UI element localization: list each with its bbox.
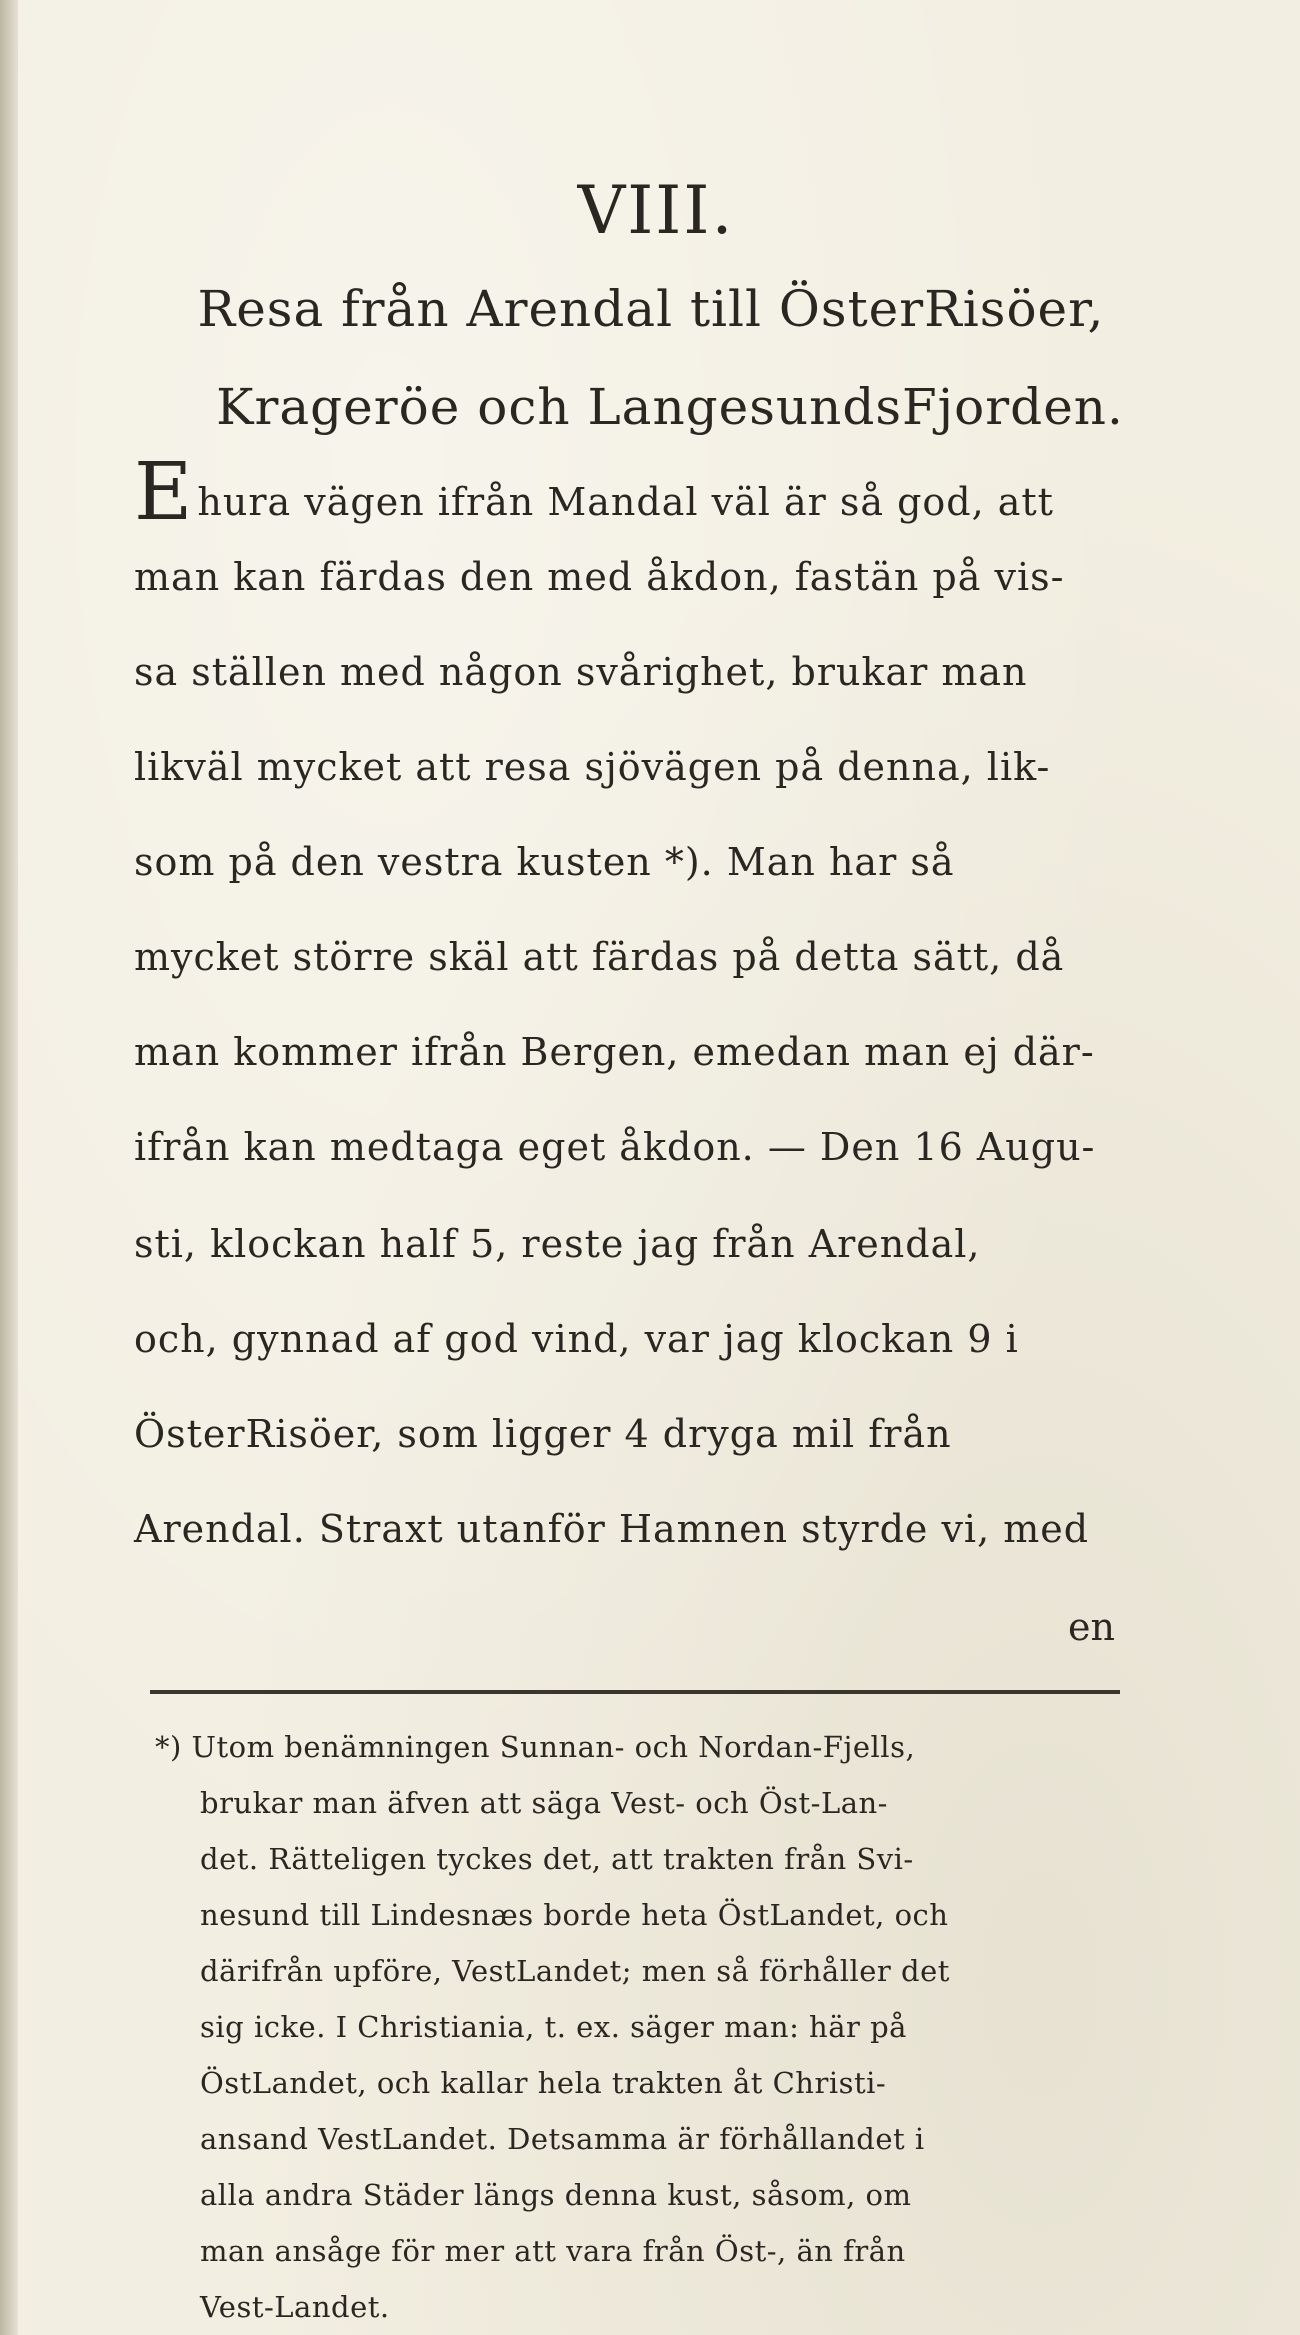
body-line-6: mycket större skäl att färdas på detta sätt, då — [134, 935, 1065, 979]
footnote-line-9: alla andra Städer längs denna kust, såsom, om — [200, 2178, 912, 2212]
footnote-line-10: man ansåge för mer att vara från Öst-, än från — [200, 2234, 906, 2268]
body-line-1 — [134, 445, 1134, 538]
body-line-1-text: hura vägen ifrån Mandal väl är så god, att — [197, 480, 1054, 524]
footnote-line-5: därifrån upföre, VestLandet; men så förhåller det — [200, 1954, 950, 1988]
footnote-line-11: Vest-Landet. — [200, 2290, 390, 2324]
page-spine-shadow — [0, 0, 18, 2335]
catchword: en — [1068, 1605, 1115, 1649]
footnote-rule — [150, 1690, 1120, 1694]
body-line-9: sti, klockan half 5, reste jag från Arendal, — [134, 1222, 981, 1266]
body-line-10: och, gynnad af god vind, var jag klockan 9 i — [134, 1317, 1019, 1361]
body-line-11: ÖsterRisöer, som ligger 4 dryga mil från — [134, 1412, 952, 1456]
body-line-4: likväl mycket att resa sjövägen på denna, lik- — [134, 745, 1051, 789]
body-line-5: som på den vestra kusten *). Man har så — [134, 840, 955, 884]
chapter-title-line-2: Krageröe och LangesundsFjorden. — [216, 378, 1124, 436]
drop-cap: E — [134, 445, 194, 538]
body-line-2: man kan färdas den med åkdon, fastän på vis- — [134, 555, 1065, 599]
body-line-12: Arendal. Straxt utanför Hamnen styrde vi, med — [134, 1507, 1090, 1551]
footnote-line-2: brukar man äfven att säga Vest- och Öst-Lan- — [200, 1786, 888, 1820]
chapter-title-line-1: Resa från Arendal till ÖsterRisöer, — [197, 280, 1105, 338]
body-line-8: ifrån kan medtaga eget åkdon. — Den 16 Augu- — [134, 1125, 1096, 1169]
body-line-3: sa ställen med någon svårighet, brukar man — [134, 650, 1028, 694]
footnote-line-8: ansand VestLandet. Detsamma är förhållandet i — [200, 2122, 925, 2156]
body-line-7: man kommer ifrån Bergen, emedan man ej där- — [134, 1030, 1095, 1074]
footnote-line-3: det. Rätteligen tyckes det, att trakten från Svi- — [200, 1842, 914, 1876]
chapter-number: VIII. — [577, 172, 735, 249]
footnote-line-4: nesund till Lindesnæs borde heta ÖstLandet, och — [200, 1898, 949, 1932]
footnote-line-1: *) Utom benämningen Sunnan- och Nordan-Fjells, — [155, 1730, 916, 1764]
footnote-line-7: ÖstLandet, och kallar hela trakten åt Christi- — [200, 2066, 887, 2100]
footnote-line-6: sig icke. I Christiania, t. ex. säger man: här på — [200, 2010, 907, 2044]
